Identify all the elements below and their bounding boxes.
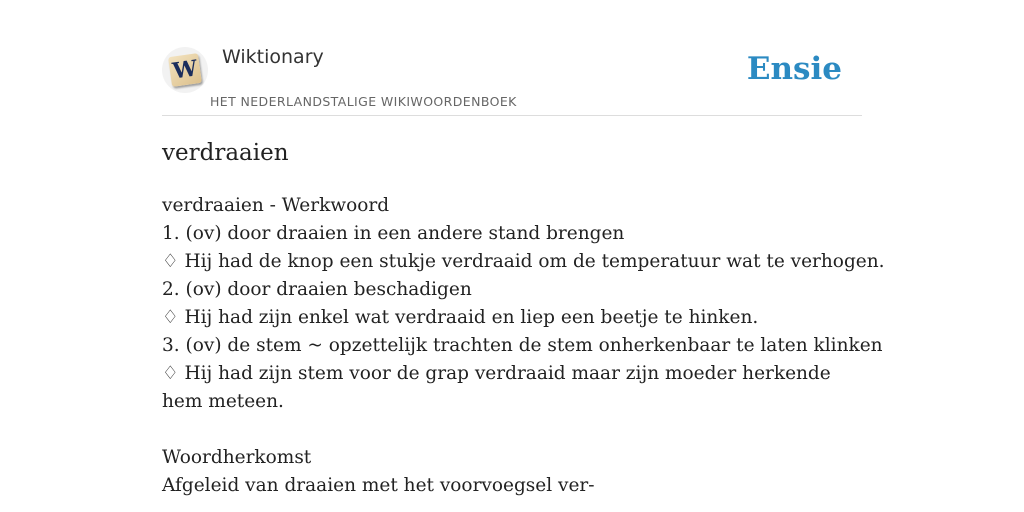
section-spacer <box>162 416 862 444</box>
logo-letter: W <box>170 55 200 85</box>
entry-heading: verdraaien - Werkwoord <box>162 195 390 216</box>
sense-definition-3: 3. (ov) de stem ~ opzettelijk trachten de stem onherkenbaar te laten klinken <box>162 335 883 356</box>
site-name[interactable]: Wiktionary <box>222 46 324 68</box>
wiktionary-logo[interactable] <box>162 47 208 93</box>
wiktionary-tile-icon <box>168 53 202 87</box>
page-title: verdraaien <box>162 140 289 166</box>
etymology-heading: Woordherkomst <box>162 447 312 468</box>
ensie-logo[interactable]: Ensie <box>746 51 842 87</box>
sense-example-2: ♢ Hij had zijn enkel wat verdraaid en liep een beetje te hinken. <box>162 307 759 328</box>
sense-example-1: ♢ Hij had de knop een stukje verdraaid om de temperatuur wat te verhogen. <box>162 251 885 272</box>
site-header <box>162 0 862 116</box>
etymology-text: Afgeleid van draaien met het voorvoegsel ver- <box>162 475 595 496</box>
sense-definition-2: 2. (ov) door draaien beschadigen <box>162 279 472 300</box>
sense-definition-1: 1. (ov) door draaien in een andere stand brengen <box>162 223 625 244</box>
site-tagline: HET NEDERLANDSTALIGE WIKIWOORDENBOEK <box>210 94 517 109</box>
entry-content <box>162 192 885 500</box>
sense-example-3: ♢ Hij had zijn stem voor de grap verdraaid maar zijn moeder herkende hem meteen. <box>162 363 831 412</box>
page <box>162 0 885 512</box>
